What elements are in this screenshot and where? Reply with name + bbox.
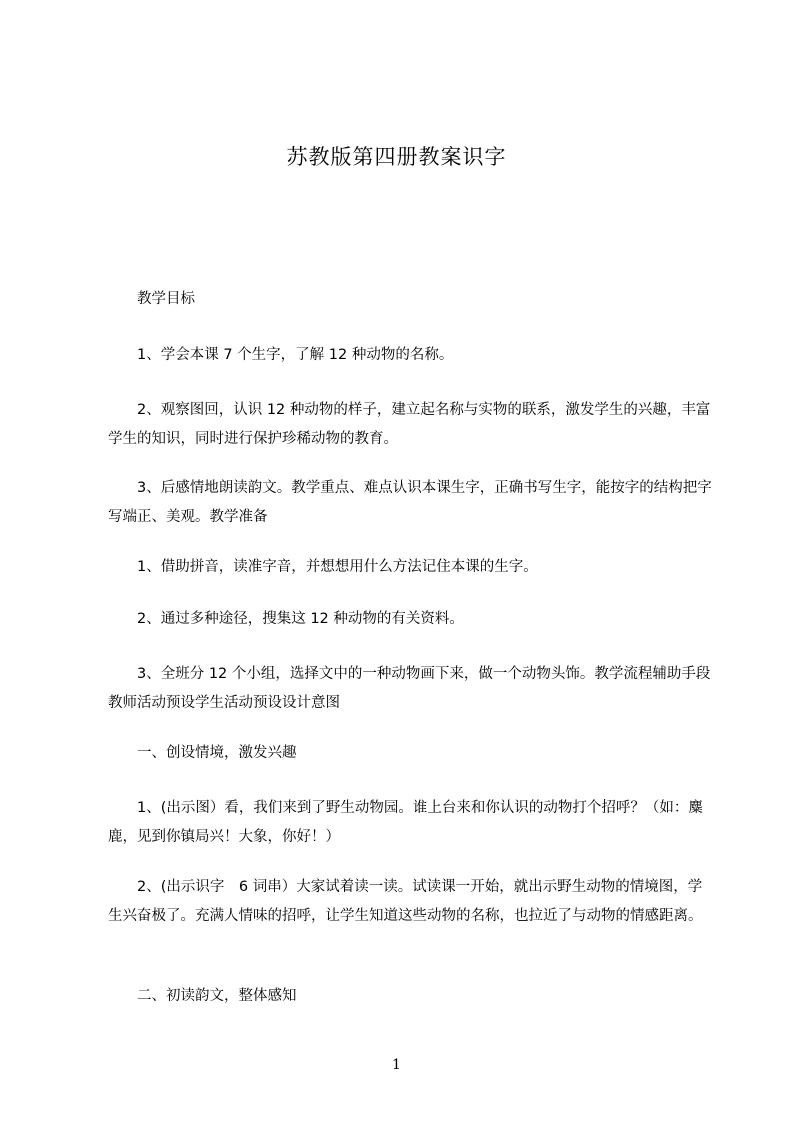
paragraph-section-1-heading: 一、创设情境，激发兴趣 bbox=[137, 745, 297, 761]
document-title: 苏教版第四册教案识字 bbox=[286, 145, 507, 169]
paragraph-prep-3: 3、全班分 12 个小组，选择文中的一种动物画下来，做一个动物头饰。教学流程辅助手段教师活动预设学生活动预设设计意图 bbox=[108, 666, 711, 711]
paragraph-prep-1: 1、借助拼音，读准字音，并想想用什么方法记住本课的生字。 bbox=[137, 559, 538, 575]
page-number: 1 bbox=[392, 1057, 401, 1073]
paragraph-goal-1: 1、学会本课 7 个生字，了解 12 种动物的名称。 bbox=[137, 347, 454, 363]
paragraph-step-2: 2、(出示识字 6 词串）大家试着读一读。试读课一开始，就出示野生动物的情境图，学生兴奋极了。充满人情味的招呼，让学生知道这些动物的名称，也拉近了与动物的情感距离。 bbox=[108, 879, 703, 924]
paragraph-step-1: 1、(出示图）看，我们来到了野生动物园。谁上台来和你认识的动物打个招呼？（如：麋鹿，见到你镇局兴！大象，你好！） bbox=[108, 800, 703, 845]
paragraph-teaching-goals-heading: 教学目标 bbox=[137, 291, 195, 307]
paragraph-goal-3: 3、后感情地朗读韵文。教学重点、难点认识本课生字，正确书写生字，能按字的结构把字写端正、美观。教学准备 bbox=[108, 480, 712, 525]
paragraph-goal-2: 2、观察图回，认识 12 种动物的样子，建立起名称与实物的联系，激发学生的兴趣，丰富学生的知识，同时进行保护珍稀动物的教育。 bbox=[108, 402, 711, 447]
paragraph-section-2-heading: 二、初读韵文，整体感知 bbox=[137, 988, 297, 1004]
paragraph-prep-2: 2、通过多种途径，搜集这 12 种动物的有关资料。 bbox=[137, 611, 464, 627]
